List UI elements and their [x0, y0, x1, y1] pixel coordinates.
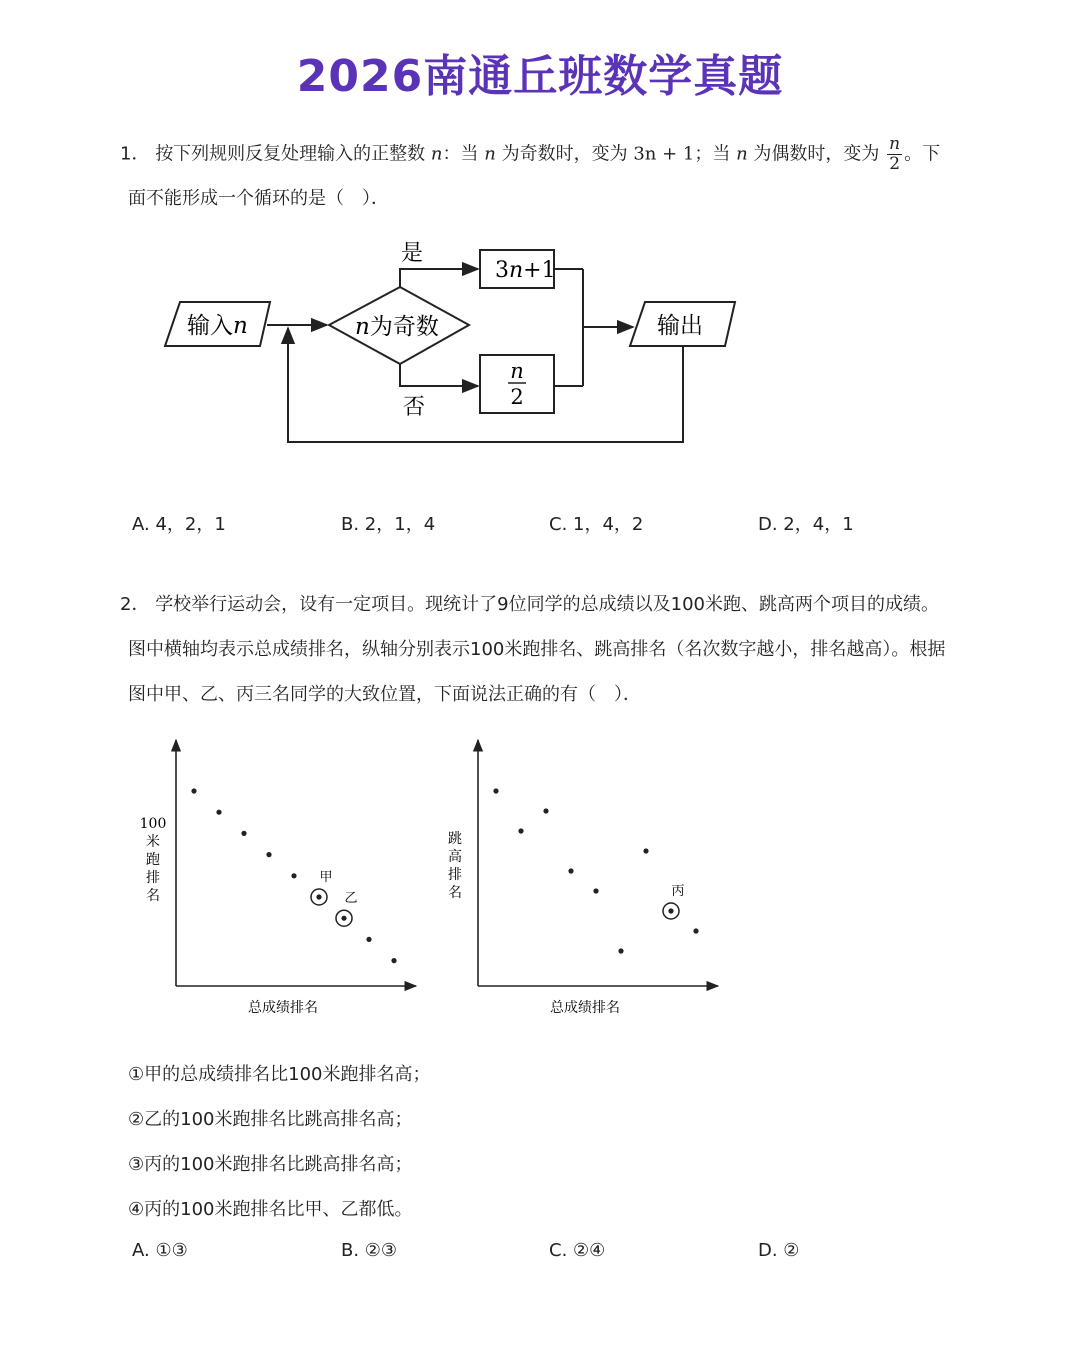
- q2-option-a: A. ①③: [132, 1240, 188, 1261]
- data-point: [266, 852, 271, 857]
- data-point: [391, 958, 396, 963]
- data-point: [291, 873, 296, 878]
- data-point: [366, 937, 371, 942]
- statement-3: ③丙的100米跑排名比跳高排名高；: [128, 1154, 413, 1175]
- q1-frac-num: n: [889, 134, 901, 154]
- x-axis-label: 总成绩排名: [248, 1000, 318, 1016]
- input-label: 输入n: [187, 313, 248, 339]
- q1-expr-3n1: 3n + 1: [633, 143, 695, 165]
- statement-1: ①甲的总成绩排名比100米跑排名高；: [128, 1064, 431, 1085]
- q2-line3: 图中甲、乙、丙三名同学的大致位置，下面说法正确的有（ ）．: [128, 684, 641, 705]
- point-label: 丙: [671, 884, 685, 899]
- y-axis-label-char: 名: [146, 888, 160, 904]
- q1-text-e: 为偶数时，变为: [753, 143, 880, 165]
- data-point: [568, 868, 573, 873]
- q1-option-c: C. 1，4，2: [549, 514, 644, 535]
- q1-text-b: ：当: [442, 143, 479, 165]
- output-label: 输出: [657, 313, 703, 339]
- q2-line2: 图中横轴均表示总成绩排名，纵轴分别表示100米跑排名、跳高排名（名次数字越小，排名越高）。根据: [128, 639, 946, 660]
- y-axis-label-char: 跳: [448, 831, 462, 847]
- y-axis-label-char: 排: [146, 870, 160, 886]
- y-axis-label-char: 高: [448, 849, 462, 865]
- data-point: [543, 808, 548, 813]
- q1-text-d: ；当: [694, 143, 731, 165]
- q1-var-n: n: [430, 143, 443, 165]
- decision-label: n为奇数: [355, 314, 439, 340]
- data-point: [316, 894, 321, 899]
- q1-option-a: A. 4，2，1: [132, 514, 226, 535]
- q2-option-b: B. ②③: [341, 1240, 398, 1261]
- q1-text-a: 按下列规则反复处理输入的正整数: [155, 143, 426, 165]
- statement-2: ②乙的100米跑排名比跳高排名高；: [128, 1109, 413, 1130]
- q1-number: 1．: [120, 143, 150, 165]
- arrow-loop-back: [288, 328, 683, 442]
- y-axis-label-char: 跑: [146, 852, 160, 868]
- data-point: [593, 888, 598, 893]
- q1-var-n-3: n: [736, 143, 748, 165]
- q1-text-f: 。下: [904, 143, 941, 165]
- data-point: [191, 788, 196, 793]
- y-axis-label-char: 100: [139, 816, 167, 832]
- q1-fraction: [887, 136, 902, 173]
- q2-line1: [120, 590, 939, 616]
- flowchart: [155, 232, 755, 454]
- y-axis-label-char: 排: [448, 867, 462, 883]
- q1-frac-den: 2: [889, 154, 901, 174]
- q2-number: 2．: [120, 594, 150, 615]
- page-title: 2026南通丘班数学真题: [296, 51, 784, 102]
- data-point: [693, 928, 698, 933]
- y-axis-label-char: 米: [146, 834, 160, 850]
- q2-option-d: D. ②: [758, 1240, 800, 1261]
- chart-100m: [130, 728, 430, 1028]
- arrow-no: [400, 364, 478, 386]
- q1-line1: [120, 136, 940, 173]
- chart-high-jump: [432, 728, 732, 1028]
- arrow-yes: [400, 269, 478, 287]
- statement-4: ④丙的100米跑排名比甲、乙都低。: [128, 1199, 413, 1220]
- q2-option-c: C. ②④: [549, 1240, 606, 1261]
- q2-line1-text: 学校举行运动会，设有一定项目。现统计了9位同学的总成绩以及100米跑、跳高两个项目的成绩。: [155, 594, 939, 615]
- point-label: 乙: [344, 891, 358, 907]
- data-point: [493, 788, 498, 793]
- data-point: [216, 810, 221, 815]
- q1-option-d: D. 2，4，1: [758, 514, 854, 535]
- data-point: [341, 916, 346, 921]
- q1-text-c: 为奇数时，变为: [501, 143, 628, 165]
- q1-var-n-2: n: [484, 143, 496, 165]
- y-axis-label-char: 名: [448, 885, 462, 901]
- data-point: [643, 848, 648, 853]
- q1-line2: 面不能形成一个循环的是（ ）．: [128, 188, 389, 209]
- point-label: 甲: [319, 870, 333, 885]
- data-point: [668, 908, 673, 913]
- x-axis-label: 总成绩排名: [550, 1000, 620, 1016]
- data-point: [518, 828, 523, 833]
- box-n-num: n: [510, 359, 524, 383]
- box-3n1-label: 3n+1: [495, 258, 556, 283]
- box-n-den: 2: [510, 385, 524, 409]
- data-point: [241, 831, 246, 836]
- no-label: 否: [403, 395, 426, 420]
- data-point: [618, 948, 623, 953]
- yes-label: 是: [401, 241, 424, 266]
- q1-option-b: B. 2，1，4: [341, 514, 436, 535]
